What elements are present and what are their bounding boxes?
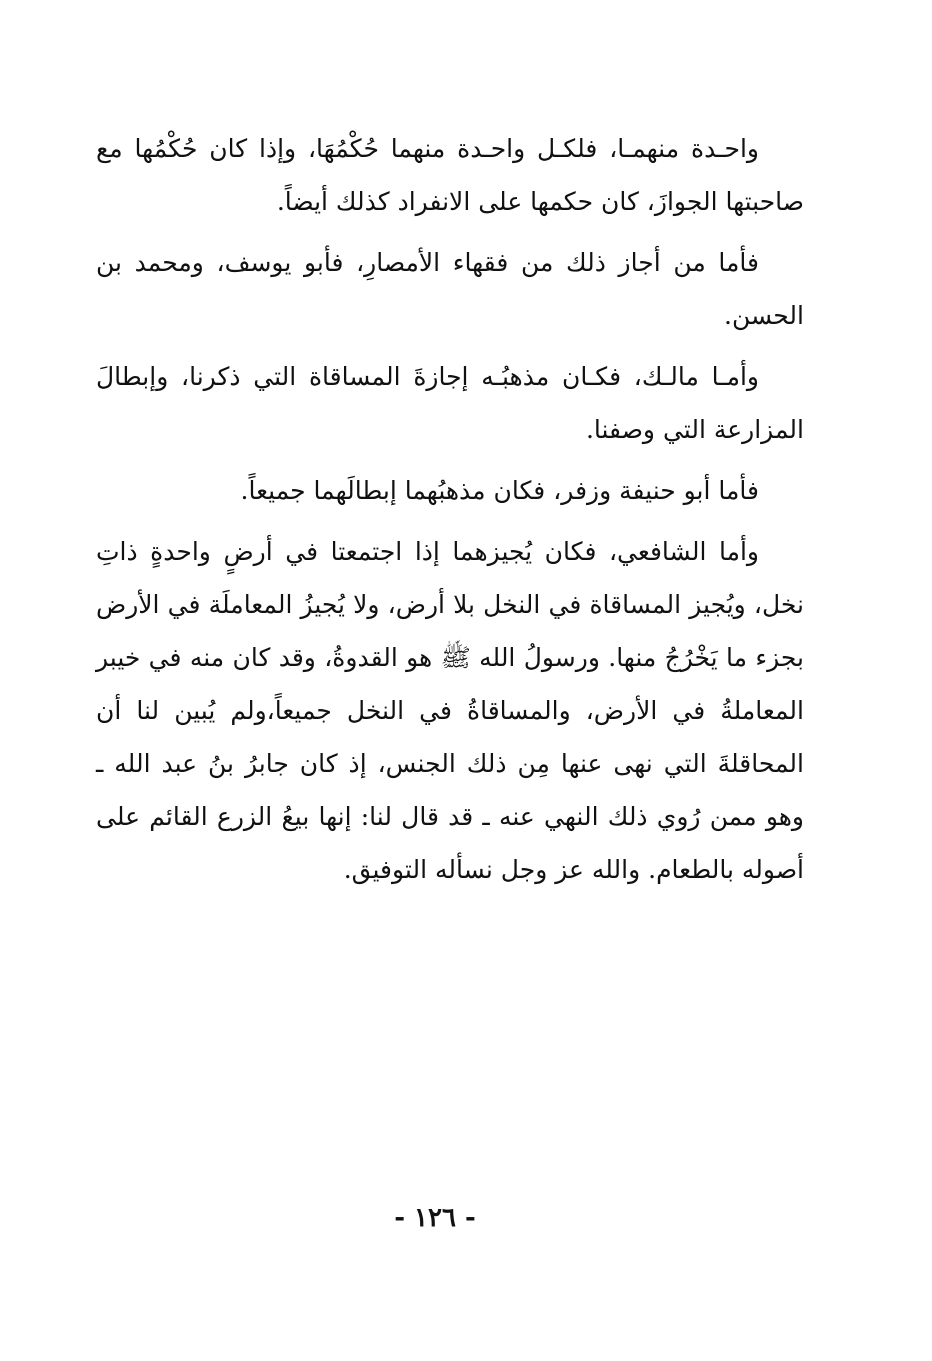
paragraph-2: فأما من أجاز ذلك من فقهاء الأمصارِ، فأبو يوسف، ومحمد بن الحسن. bbox=[96, 248, 804, 330]
paragraph-5: وأما الشافعي، فكان يُجيزهما إذا اجتمعتا في أرضٍ واحدةٍ ذاتِ نخل، ويُجيز المساقاة في النخل بلا أرض، ولا يُجيزُ المعاملَة في الأرض بجزء ما يَخْرُجُ منها. ورسولُ الله ﷺ هو القدوةُ، وقد كان منه في خيبر المعاملةُ في الأرض، والمساقاةُ في النخل جميعاً،ولم يُبين لنا أن المحاقلةَ التي نهى عنها مِن ذلك الجنس، إذ كان جابرُ بنُ عبد الله ـ وهو ممن رُوي ذلك النهي عنه ـ قد قال لنا: إنها بيعُ الزرع القائم على أصوله بالطعام. والله عز وجل نسأله التوفيق. bbox=[96, 537, 804, 884]
paragraph-1: واحـدة منهمـا، فلكـل واحـدة منهما حُكْمُهَا، وإذا كان حُكْمُها مع صاحبتها الجوازَ، كان حكمها على الانفراد كذلك أيضاً. bbox=[96, 134, 804, 216]
paragraph-3: وأمـا مالـك، فكـان مذهبُـه إجازةَ المساقاة التي ذكرنا، وإبطالَ المزارعة التي وصفنا. bbox=[96, 362, 804, 444]
body-text bbox=[96, 122, 804, 904]
paragraph-4: فأما أبو حنيفة وزفر، فكان مذهبُهما إبطالَهما جميعاً. bbox=[240, 476, 759, 505]
page-number: - ١٢٦ - bbox=[394, 1203, 476, 1233]
